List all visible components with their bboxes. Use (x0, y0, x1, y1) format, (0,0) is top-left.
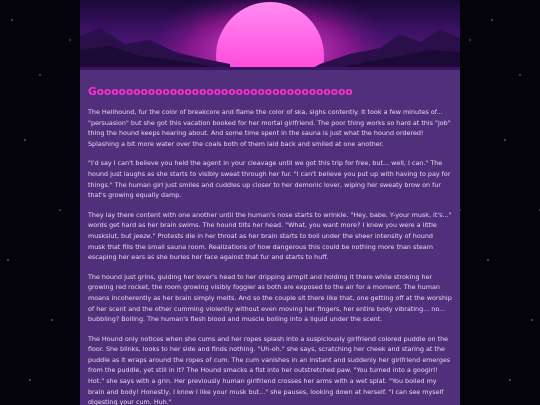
post-paragraph (88, 210, 452, 263)
blog-column (80, 0, 460, 405)
paragraph-text: They lay there content with one another until the human's nose starts to wrinkle. "Hey, babe. Y-your musk, it's..." words get hard as her brain swims. The hound tilts her head. "What, you want more? I knew you were a little muskslut, but (88, 210, 452, 240)
horizon-line (80, 67, 460, 70)
paragraph-text: The Hellhound, fur the color of breakcore and flame the color of ska, sighs contently. It took a few minutes of... "persuasion" but she got this vacation booked for her mortal girlfriend. The poor thing works so hard at this "job" thing the hound keeps hearing about. And some time spent in the sauna is just what the hound ordered! Splashing a bit more water over the coals both of them laid back and smiled at one another. (88, 108, 451, 148)
post-body (88, 107, 452, 405)
post-paragraph (88, 272, 452, 325)
paragraph-text: The hound just grins, guiding her lover's head to her dripping armpit and holding it there while stroking her growing red rocket, the room growing visibly foggier as both are exposed to the air for a moment. The human moans incoherently as her brain simply melts. And so the couple sit there like that, one getting off at the worship of her scent and the other cumming violently without even moving her fingers, her entire body vibrating... no... bubbling? Boiling. The human's flesh blood and muscle boiling into a liquid under the scent. (88, 272, 452, 324)
paragraph-text: The Hound only notices when she cums and her ropes splash into a suspiciously girlfriend colored puddle on the floor. She blinks, looks to her side and finds nothing. "Uh-oh." she says, scratching her cheek and staring at the puddle as it wraps around the ropes of cum. The cum vanishes in an instant and suddenly her girlfriend emerges from the puddle, yet still in it? The Hound smacks a fist into her outstretched paw. "You turned into a googirl! Hot." she says with a grin. Her previously human girlfriend crosses her arms with a wet splat. "You boiled my brain and body! Honestly, I know I like your musk but..." she pauses, looking down at herself. "I can see myself digesting your cum. Huh." (88, 334, 451, 405)
post-title: Gooooooooooooooooooooooooooooooooooo (88, 86, 353, 98)
post-paragraph (88, 158, 452, 200)
post-content (80, 70, 460, 405)
header-banner-image (80, 0, 460, 70)
emphasis-text: jeeze (133, 231, 151, 240)
paragraph-text: ." Protests die in her throat as her brain starts to boil under the sheer intensity of hound musk that fills the small sauna room. Realizations of how dangerous this could be nothing more than steam escaping her ears as she buries her face against that fur and starts to huff. (88, 231, 433, 262)
post-paragraph (88, 107, 452, 149)
post-paragraph (88, 334, 452, 405)
paragraph-text: "I'd say I can't believe you held the agent in your cleavage until we got this trip for free, but... well, I can." The hound just laughs as she starts to visibly sweat through her fur. "I can't believe you put up with having to pay for things." The human girl just smiles and cuddles up closer to her demonic lover, wiping her sweaty brow on fur that's growing equally damp. (88, 159, 451, 200)
synthwave-sunset-image (80, 0, 460, 70)
